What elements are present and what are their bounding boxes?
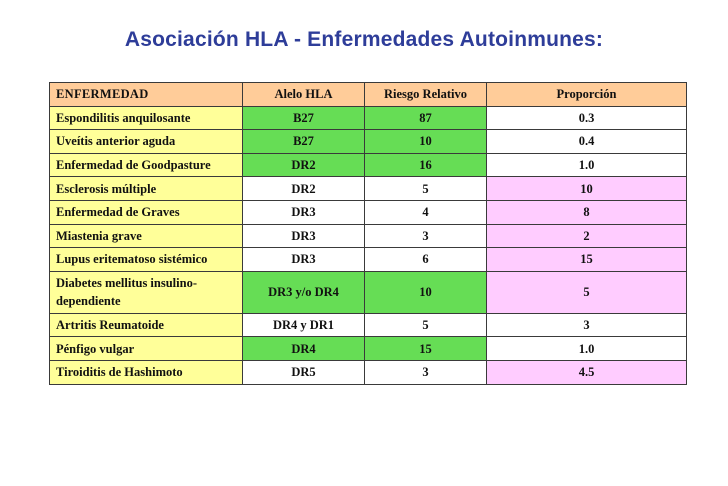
- cell-risk: 87: [365, 106, 487, 130]
- cell-risk: 5: [365, 177, 487, 201]
- table-row: [50, 200, 687, 224]
- table-row: [50, 313, 687, 337]
- cell-allele: DR2: [243, 177, 365, 201]
- cell-risk: 10: [365, 271, 487, 313]
- header-disease: ENFERMEDAD: [50, 83, 243, 107]
- cell-proportion: 5: [487, 271, 687, 313]
- cell-allele: DR2: [243, 153, 365, 177]
- table-row: [50, 248, 687, 272]
- table-row: [50, 177, 687, 201]
- cell-allele: DR5: [243, 360, 365, 384]
- cell-risk: 4: [365, 200, 487, 224]
- cell-risk: 16: [365, 153, 487, 177]
- cell-disease: Lupus eritematoso sistémico: [50, 248, 243, 272]
- cell-risk: 3: [365, 360, 487, 384]
- cell-disease: Enfermedad de Graves: [50, 200, 243, 224]
- cell-risk: 3: [365, 224, 487, 248]
- header-risk: Riesgo Relativo: [365, 83, 487, 107]
- table-header-row: [50, 83, 687, 107]
- cell-allele: DR3: [243, 224, 365, 248]
- page-title: Asociación HLA - Enfermedades Autoinmunes:: [124, 28, 604, 51]
- cell-disease: Miastenia grave: [50, 224, 243, 248]
- cell-disease: Esclerosis múltiple: [50, 177, 243, 201]
- cell-proportion: 2: [487, 224, 687, 248]
- cell-disease: Artritis Reumatoide: [50, 313, 243, 337]
- cell-proportion: 1.0: [487, 337, 687, 361]
- hla-disease-table: [49, 82, 687, 385]
- cell-disease: Tiroiditis de Hashimoto: [50, 360, 243, 384]
- cell-risk: 6: [365, 248, 487, 272]
- cell-proportion: 10: [487, 177, 687, 201]
- table-row: [50, 224, 687, 248]
- table-row: [50, 153, 687, 177]
- cell-disease: Espondilitis anquilosante: [50, 106, 243, 130]
- cell-proportion: 4.5: [487, 360, 687, 384]
- cell-allele: DR3: [243, 248, 365, 272]
- table-row: [50, 271, 687, 313]
- cell-disease: Uveítis anterior aguda: [50, 130, 243, 154]
- cell-disease: Pénfigo vulgar: [50, 337, 243, 361]
- cell-disease: Enfermedad de Goodpasture: [50, 153, 243, 177]
- cell-risk: 10: [365, 130, 487, 154]
- cell-proportion: 0.3: [487, 106, 687, 130]
- cell-allele: DR3 y/o DR4: [243, 271, 365, 313]
- cell-proportion: 1.0: [487, 153, 687, 177]
- cell-disease: Diabetes mellitus insulino-dependiente: [50, 271, 243, 313]
- cell-proportion: 8: [487, 200, 687, 224]
- cell-proportion: 0.4: [487, 130, 687, 154]
- table-row: [50, 106, 687, 130]
- cell-proportion: 15: [487, 248, 687, 272]
- cell-allele: B27: [243, 106, 365, 130]
- table-row: [50, 360, 687, 384]
- cell-proportion: 3: [487, 313, 687, 337]
- table-row: [50, 130, 687, 154]
- cell-allele: DR3: [243, 200, 365, 224]
- cell-risk: 5: [365, 313, 487, 337]
- header-allele: Alelo HLA: [243, 83, 365, 107]
- cell-risk: 15: [365, 337, 487, 361]
- cell-allele: DR4 y DR1: [243, 313, 365, 337]
- cell-allele: DR4: [243, 337, 365, 361]
- header-proportion: Proporción: [487, 83, 687, 107]
- cell-allele: B27: [243, 130, 365, 154]
- table-row: [50, 337, 687, 361]
